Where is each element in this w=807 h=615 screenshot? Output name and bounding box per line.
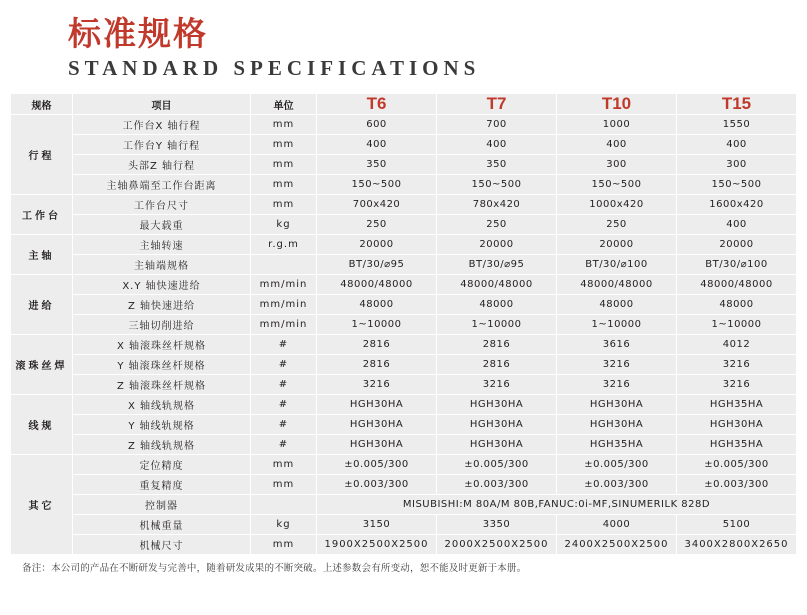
row-unit: mm: [251, 475, 317, 495]
row-value-t6: 3150: [317, 515, 437, 535]
row-value-t7: HGH30HA: [437, 395, 557, 415]
row-item-label: 工作台Y 轴行程: [73, 135, 251, 155]
row-value-t6: 48000: [317, 295, 437, 315]
table-row: [11, 515, 797, 535]
row-value-t10: 1000x420: [557, 195, 677, 215]
row-item-label: Y 轴线轨规格: [73, 415, 251, 435]
row-group-label: 滚珠丝焊: [11, 335, 73, 395]
row-value-t7: ±0.003/300: [437, 475, 557, 495]
row-item-label: 头部Z 轴行程: [73, 155, 251, 175]
row-item-label: 三轴切削进给: [73, 315, 251, 335]
table-row: [11, 495, 797, 515]
row-unit: #: [251, 415, 317, 435]
row-item-label: 主轴转速: [73, 235, 251, 255]
table-row: [11, 535, 797, 555]
row-value-t6: 400: [317, 135, 437, 155]
row-item-label: 工作台X 轴行程: [73, 115, 251, 135]
table-row: [11, 195, 797, 215]
row-value-t15: 1~10000: [677, 315, 797, 335]
row-value-t6: 150~500: [317, 175, 437, 195]
row-value-t6: HGH30HA: [317, 395, 437, 415]
row-item-label: 重复精度: [73, 475, 251, 495]
row-value-t6: 1900X2500X2500: [317, 535, 437, 555]
row-value-t10: HGH35HA: [557, 435, 677, 455]
row-unit: kg: [251, 215, 317, 235]
row-value-t7: 48000: [437, 295, 557, 315]
row-value-t10: 48000: [557, 295, 677, 315]
row-unit: [251, 495, 317, 515]
row-value-t6: 700x420: [317, 195, 437, 215]
row-item-label: Z 轴滚珠丝杆规格: [73, 375, 251, 395]
row-unit: mm: [251, 135, 317, 155]
row-unit: mm/min: [251, 315, 317, 335]
header-unit: 单位: [251, 94, 317, 115]
row-value-t15: 400: [677, 215, 797, 235]
row-value-t7: 780x420: [437, 195, 557, 215]
row-group-label: 行程: [11, 115, 73, 195]
row-value-t15: 3216: [677, 355, 797, 375]
row-value-t6: 3216: [317, 375, 437, 395]
row-unit: r.g.m: [251, 235, 317, 255]
row-value-t10: 150~500: [557, 175, 677, 195]
row-value-t7: 150~500: [437, 175, 557, 195]
row-value-t7: 20000: [437, 235, 557, 255]
row-value-t15: BT/30/⌀100: [677, 255, 797, 275]
row-value-merged: MISUBISHI:M 80A/M 80B,FANUC:0i-MF,SINUMERILK 828D: [317, 495, 797, 515]
row-item-label: 定位精度: [73, 455, 251, 475]
row-value-t10: 400: [557, 135, 677, 155]
row-value-t6: 48000/48000: [317, 275, 437, 295]
row-value-t15: 150~500: [677, 175, 797, 195]
row-value-t7: 350: [437, 155, 557, 175]
footnote: 备注：本公司的产品在不断研发与完善中，随着研发成果的不断突破。上述参数会有所变动，恕不能及时更新于本册。: [22, 563, 527, 575]
row-value-t10: 3216: [557, 375, 677, 395]
row-value-t7: 2816: [437, 355, 557, 375]
table-row: [11, 335, 797, 355]
row-value-t10: 1~10000: [557, 315, 677, 335]
row-value-t6: 1~10000: [317, 315, 437, 335]
row-value-t6: HGH30HA: [317, 435, 437, 455]
row-unit: #: [251, 435, 317, 455]
row-value-t6: 2816: [317, 335, 437, 355]
row-unit: [251, 255, 317, 275]
row-item-label: X.Y 轴快速进给: [73, 275, 251, 295]
table-row: [11, 315, 797, 335]
row-value-t15: 400: [677, 135, 797, 155]
row-unit: mm: [251, 115, 317, 135]
row-value-t15: HGH35HA: [677, 395, 797, 415]
row-group-label: 进给: [11, 275, 73, 335]
row-item-label: Z 轴线轨规格: [73, 435, 251, 455]
row-value-t7: 700: [437, 115, 557, 135]
row-value-t6: BT/30/⌀95: [317, 255, 437, 275]
row-item-label: X 轴滚珠丝杆规格: [73, 335, 251, 355]
table-row: [11, 395, 797, 415]
row-value-t7: 2000X2500X2500: [437, 535, 557, 555]
row-value-t10: HGH30HA: [557, 395, 677, 415]
table-row: [11, 255, 797, 275]
header-model-t15: T15: [677, 94, 797, 115]
row-value-t7: 250: [437, 215, 557, 235]
table-row: [11, 155, 797, 175]
row-value-t10: 250: [557, 215, 677, 235]
row-value-t10: HGH30HA: [557, 415, 677, 435]
row-value-t15: 48000/48000: [677, 275, 797, 295]
table-body: [11, 115, 797, 555]
row-unit: #: [251, 355, 317, 375]
row-value-t7: HGH30HA: [437, 435, 557, 455]
table-row: [11, 215, 797, 235]
header-spec: 规格: [11, 94, 73, 115]
row-value-t10: 300: [557, 155, 677, 175]
table-row: [11, 415, 797, 435]
row-unit: #: [251, 375, 317, 395]
row-item-label: 机械重量: [73, 515, 251, 535]
row-value-t15: HGH30HA: [677, 415, 797, 435]
header-model-t6: T6: [317, 94, 437, 115]
row-unit: mm: [251, 175, 317, 195]
row-value-t6: 20000: [317, 235, 437, 255]
row-value-t10: 20000: [557, 235, 677, 255]
row-value-t6: ±0.005/300: [317, 455, 437, 475]
row-item-label: 工作台尺寸: [73, 195, 251, 215]
row-value-t10: 2400X2500X2500: [557, 535, 677, 555]
specifications-table: [10, 93, 797, 555]
row-value-t6: HGH30HA: [317, 415, 437, 435]
row-value-t6: ±0.003/300: [317, 475, 437, 495]
row-value-t6: 600: [317, 115, 437, 135]
row-value-t6: 2816: [317, 355, 437, 375]
row-value-t15: HGH35HA: [677, 435, 797, 455]
table-row: [11, 355, 797, 375]
row-value-t15: 3400X2800X2650: [677, 535, 797, 555]
row-value-t10: ±0.005/300: [557, 455, 677, 475]
row-value-t10: 4000: [557, 515, 677, 535]
table-row: [11, 455, 797, 475]
row-unit: kg: [251, 515, 317, 535]
row-item-label: 最大载重: [73, 215, 251, 235]
row-value-t15: 4012: [677, 335, 797, 355]
row-unit: mm: [251, 195, 317, 215]
row-unit: #: [251, 335, 317, 355]
row-unit: #: [251, 395, 317, 415]
table-row: [11, 375, 797, 395]
row-value-t15: 48000: [677, 295, 797, 315]
row-value-t7: 3350: [437, 515, 557, 535]
row-value-t7: ±0.005/300: [437, 455, 557, 475]
row-value-t15: 20000: [677, 235, 797, 255]
header-model-t7: T7: [437, 94, 557, 115]
row-value-t7: BT/30/⌀95: [437, 255, 557, 275]
row-value-t6: 250: [317, 215, 437, 235]
table-row: [11, 295, 797, 315]
row-value-t7: 2816: [437, 335, 557, 355]
row-item-label: 主轴端规格: [73, 255, 251, 275]
table-header: [11, 94, 797, 115]
row-value-t7: 400: [437, 135, 557, 155]
row-unit: mm: [251, 535, 317, 555]
row-item-label: 主轴鼻端至工作台距离: [73, 175, 251, 195]
row-value-t6: 350: [317, 155, 437, 175]
row-value-t15: 3216: [677, 375, 797, 395]
row-group-label: 主轴: [11, 235, 73, 275]
table-row: [11, 235, 797, 255]
row-value-t7: 3216: [437, 375, 557, 395]
row-value-t15: ±0.005/300: [677, 455, 797, 475]
row-item-label: Z 轴快速进给: [73, 295, 251, 315]
row-value-t15: 300: [677, 155, 797, 175]
row-value-t7: 48000/48000: [437, 275, 557, 295]
row-value-t10: 3216: [557, 355, 677, 375]
page-title-en: STANDARD SPECIFICATIONS: [68, 56, 481, 81]
table-row: [11, 275, 797, 295]
row-value-t10: ±0.003/300: [557, 475, 677, 495]
row-value-t10: 48000/48000: [557, 275, 677, 295]
row-unit: mm/min: [251, 295, 317, 315]
header-item: 项目: [73, 94, 251, 115]
row-item-label: 控制器: [73, 495, 251, 515]
row-value-t7: HGH30HA: [437, 415, 557, 435]
row-value-t10: 1000: [557, 115, 677, 135]
row-unit: mm: [251, 155, 317, 175]
row-unit: mm/min: [251, 275, 317, 295]
row-group-label: 工作台: [11, 195, 73, 235]
header-model-t10: T10: [557, 94, 677, 115]
row-item-label: X 轴线轨规格: [73, 395, 251, 415]
table-header-row: [11, 94, 797, 115]
row-value-t10: 3616: [557, 335, 677, 355]
page-title-cn: 标准规格: [68, 14, 208, 53]
row-value-t15: 1600x420: [677, 195, 797, 215]
table-row: [11, 475, 797, 495]
row-item-label: Y 轴滚珠丝杆规格: [73, 355, 251, 375]
table-row: [11, 435, 797, 455]
table-row: [11, 175, 797, 195]
row-value-t15: 1550: [677, 115, 797, 135]
row-group-label: 线规: [11, 395, 73, 455]
row-value-t15: ±0.003/300: [677, 475, 797, 495]
row-group-label: 其它: [11, 455, 73, 555]
row-value-t15: 5100: [677, 515, 797, 535]
row-unit: mm: [251, 455, 317, 475]
row-item-label: 机械尺寸: [73, 535, 251, 555]
row-value-t7: 1~10000: [437, 315, 557, 335]
row-value-t10: BT/30/⌀100: [557, 255, 677, 275]
table-row: [11, 135, 797, 155]
table-row: [11, 115, 797, 135]
specifications-page: [0, 16, 807, 615]
